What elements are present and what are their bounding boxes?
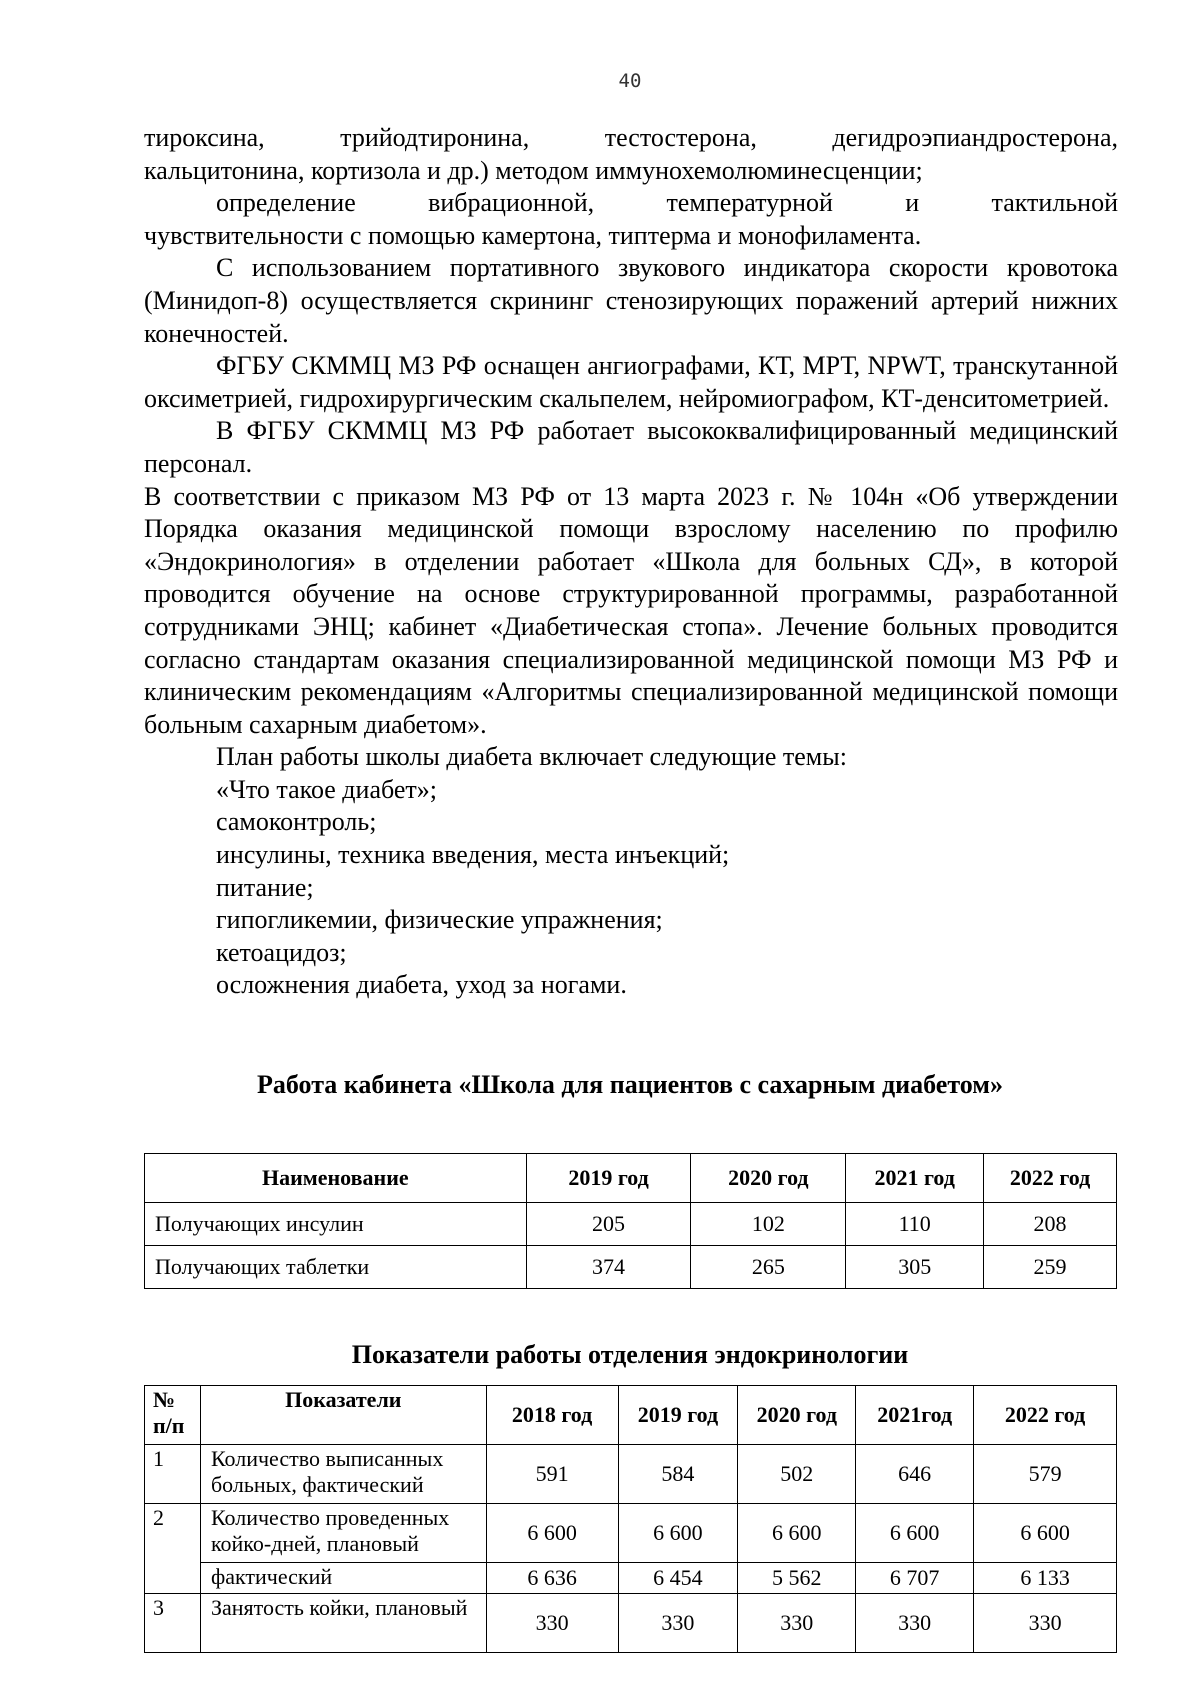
table-cell: 6 600 — [738, 1504, 856, 1563]
column-header: 2019 год — [526, 1154, 691, 1203]
table-cell: Количество проведенных койко-дней, плановый — [200, 1504, 486, 1563]
table-cell: 330 — [618, 1594, 738, 1653]
table-cell: 3 — [145, 1594, 201, 1653]
table-cell: 205 — [526, 1203, 691, 1246]
table-cell: 2 — [145, 1504, 201, 1594]
table-cell: 305 — [846, 1246, 984, 1289]
table-row — [145, 1445, 1117, 1504]
table-cell: 584 — [618, 1445, 738, 1504]
table-cell: фактический — [200, 1563, 486, 1594]
table-cell: 330 — [974, 1594, 1117, 1653]
column-header: 2020 год — [738, 1386, 856, 1445]
paragraph: чувствительности с помощью камертона, типтерма и монофиламента. — [144, 220, 922, 250]
table-cell: 259 — [984, 1246, 1117, 1289]
table-cell: 6 707 — [856, 1563, 974, 1594]
table-cell: Получающих инсулин — [145, 1203, 527, 1246]
table-row — [145, 1594, 1117, 1653]
table-cell: 646 — [856, 1445, 974, 1504]
paragraph: В соответствии с приказом МЗ РФ от 13 марта 2023 г. № 104н «Об утверждении Порядка оказания медицинской помощи взрослому населению по профилю «Эндокринология» в отделении работает «Школа для больных СД», в которой проводится обучение на основе структурированной программы, разработанной сотрудниками ЭНЦ; кабинет «Диабетическая стопа». Лечение больных проводится согласно стандартам оказания специализированной медицинской помощи МЗ РФ и клиническим рекомендациям «Алгоритмы специализированной медицинской помощи больным сахарным диабетом». — [144, 481, 1118, 739]
list-item: питание; — [216, 872, 314, 902]
table-cell: 330 — [856, 1594, 974, 1653]
column-header: 2021год — [856, 1386, 974, 1445]
table-row — [145, 1203, 1117, 1246]
column-header: 2022 год — [974, 1386, 1117, 1445]
table-cell: 6 600 — [974, 1504, 1117, 1563]
table-row — [145, 1563, 1117, 1594]
table-cell: 6 600 — [618, 1504, 738, 1563]
table-header-row — [145, 1154, 1117, 1203]
table-cell: 6 133 — [974, 1563, 1117, 1594]
table-row — [145, 1504, 1117, 1563]
column-header: 2019 год — [618, 1386, 738, 1445]
column-header: 2021 год — [846, 1154, 984, 1203]
paragraph: определение вибрационной, температурной и тактильной — [216, 188, 1118, 218]
indicators-table — [144, 1385, 1117, 1653]
body-text — [144, 122, 1118, 1002]
table-cell: Получающих таблетки — [145, 1246, 527, 1289]
paragraph: кальцитонина, кортизола и др.) методом иммунохемолюминесценции; — [144, 155, 923, 185]
table-cell: 208 — [984, 1203, 1117, 1246]
table-cell: 1 — [145, 1445, 201, 1504]
paragraph: ФГБУ СКММЦ МЗ РФ оснащен ангиографами, КТ, МРТ, NPWT, транскутанной оксиметрией, гидрохирургическим скальпелем, нейромиографом, КТ-денситометрией. — [144, 351, 1118, 413]
table-cell: 110 — [846, 1203, 984, 1246]
list-item: инсулины, техника введения, места инъекций; — [216, 840, 730, 870]
table-header-row — [145, 1386, 1117, 1445]
list-item: кетоацидоз; — [216, 937, 347, 967]
list-item: осложнения диабета, уход за ногами. — [216, 970, 627, 1000]
table-cell: 102 — [691, 1203, 846, 1246]
table-cell: Количество выписанных больных, фактический — [200, 1445, 486, 1504]
table-cell: 6 600 — [486, 1504, 618, 1563]
table1-title: Работа кабинета «Школа для пациентов с сахарным диабетом» — [257, 1070, 1003, 1099]
column-header: 2018 год — [486, 1386, 618, 1445]
list-item: самоконтроль; — [216, 807, 377, 837]
paragraph: С использованием портативного звукового индикатора скорости кровотока (Минидоп-8) осуществляется скрининг стенозирующих поражений артерий нижних конечностей. — [144, 253, 1118, 348]
page-number: 40 — [618, 70, 642, 92]
school-table — [144, 1153, 1117, 1289]
table2-title: Показатели работы отделения эндокринологии — [351, 1340, 909, 1369]
column-header: Показатели — [200, 1386, 486, 1445]
column-header: Наименование — [145, 1154, 527, 1203]
column-header: 2020 год — [691, 1154, 846, 1203]
table-row — [145, 1246, 1117, 1289]
column-header: № п/п — [145, 1386, 201, 1445]
table-cell: 330 — [486, 1594, 618, 1653]
table-cell: 6 636 — [486, 1563, 618, 1594]
table-cell: 265 — [691, 1246, 846, 1289]
table-cell: 6 454 — [618, 1563, 738, 1594]
table-cell: 591 — [486, 1445, 618, 1504]
paragraph: тироксина, трийодтиронина, тестостерона, дегидроэпиандростерона, — [144, 123, 1118, 152]
paragraph: План работы школы диабета включает следующие темы: — [216, 742, 847, 772]
column-header: 2022 год — [984, 1154, 1117, 1203]
table-cell: Занятость койки, плановый — [200, 1594, 486, 1653]
table-cell: 6 600 — [856, 1504, 974, 1563]
table-cell: 374 — [526, 1246, 691, 1289]
list-item: «Что такое диабет»; — [216, 774, 437, 804]
paragraph: В ФГБУ СКММЦ МЗ РФ работает высококвалифицированный медицинский персонал. — [144, 416, 1118, 478]
list-item: гипогликемии, физические упражнения; — [216, 905, 663, 935]
table-cell: 502 — [738, 1445, 856, 1504]
table-cell: 330 — [738, 1594, 856, 1653]
table-cell: 5 562 — [738, 1563, 856, 1594]
table-cell: 579 — [974, 1445, 1117, 1504]
